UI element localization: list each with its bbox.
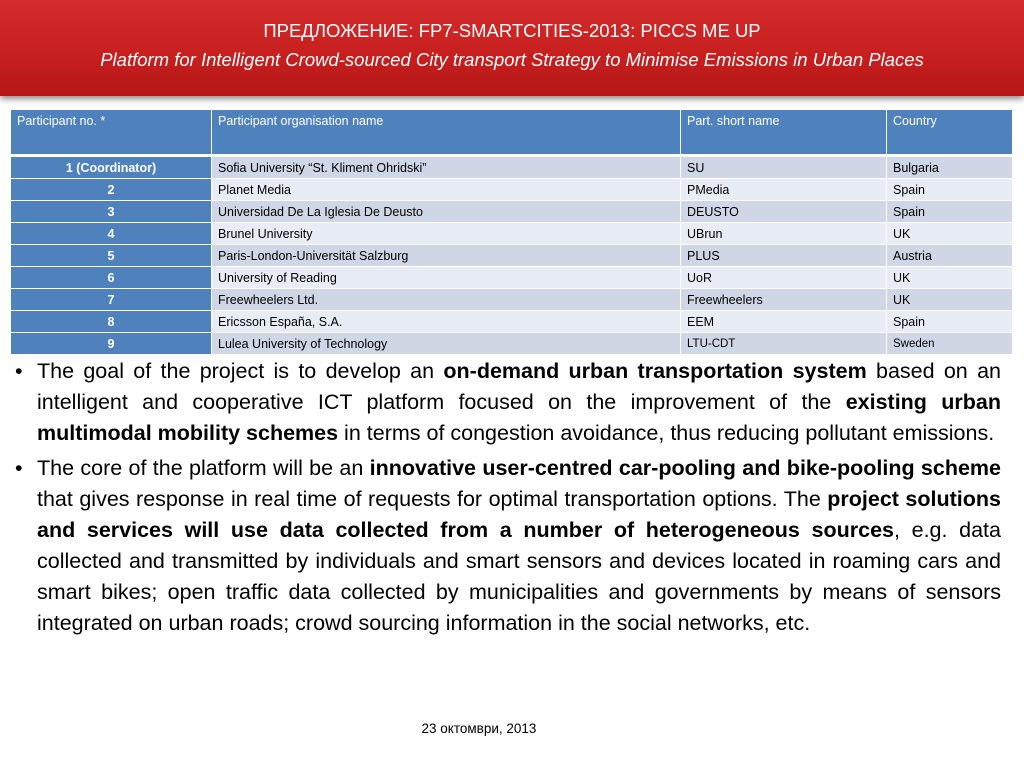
country-cell: Austria: [887, 245, 1013, 267]
organisation-name-cell: Brunel University: [212, 223, 681, 245]
participant-no-cell: 4: [11, 223, 212, 245]
table-row: [11, 311, 1013, 333]
organisation-name-cell: Planet Media: [212, 179, 681, 201]
organisation-name-cell: Paris-London-Universität Salzburg: [212, 245, 681, 267]
bullet-text-segment: The goal of the project is to develop an: [37, 359, 444, 383]
country-cell: Sweden: [887, 333, 1013, 355]
bullet-text-segment: that gives response in real time of requests for optimal transportation options. The: [37, 487, 828, 511]
country-cell: UK: [887, 289, 1013, 311]
organisation-name-cell: University of Reading: [212, 267, 681, 289]
organisation-name-cell: Universidad De La Iglesia De Deusto: [212, 201, 681, 223]
bullet-text-emphasis: innovative user-centred car-pooling and bike-pooling scheme: [369, 456, 1002, 480]
bullet-marker-icon: •: [15, 456, 23, 480]
table-row: [11, 245, 1013, 267]
table-row: [11, 179, 1013, 201]
bullet-marker-icon: •: [15, 359, 23, 383]
participant-no-cell: 6: [11, 267, 212, 289]
short-name-cell: DEUSTO: [681, 201, 887, 223]
bullet-text-emphasis: existing urban multimodal mobility schemes: [37, 390, 1001, 445]
participant-no-cell: 7: [11, 289, 212, 311]
col-header-organisation-name: Participant organisation name: [212, 110, 681, 156]
participant-no-cell: 8: [11, 311, 212, 333]
slide-date: 23 октомври, 2013: [421, 721, 537, 736]
bullet-text-emphasis: project solutions and services will use data collected from a number of heterogeneous sources: [37, 487, 1001, 542]
short-name-cell: PLUS: [681, 245, 887, 267]
short-name-cell: EEM: [681, 311, 887, 333]
col-header-participant-no: Participant no. *: [11, 110, 212, 156]
participants-table-wrapper: [10, 109, 1012, 355]
short-name-cell: PMedia: [681, 179, 887, 201]
col-header-country: Country: [887, 110, 1013, 156]
short-name-cell: LTU-CDT: [681, 333, 887, 355]
table-row: [11, 156, 1013, 179]
country-cell: Bulgaria: [887, 156, 1013, 179]
country-cell: Spain: [887, 311, 1013, 333]
participants-table: [10, 109, 1013, 355]
country-cell: UK: [887, 267, 1013, 289]
short-name-cell: UBrun: [681, 223, 887, 245]
bullet-text-segment: , e.g. data collected and transmitted by individuals and smart sensors and devices located in roaming cars and smart bikes; open traffic data collected by municipalities and governments by means of sensors integrated on urban roads; crowd sourcing information in the social networks, etc.: [37, 518, 1001, 635]
bullet-goal: [15, 356, 1001, 449]
participant-no-cell: 2: [11, 179, 212, 201]
short-name-cell: UoR: [681, 267, 887, 289]
bullet-text-emphasis: on-demand urban transportation system: [443, 359, 867, 383]
table-row: [11, 289, 1013, 311]
participant-no-cell: 5: [11, 245, 212, 267]
organisation-name-cell: Lulea University of Technology: [212, 333, 681, 355]
bullet-text-segment: The core of the platform will be an: [37, 456, 370, 480]
organisation-name-cell: Ericsson España, S.A.: [212, 311, 681, 333]
participant-no-cell: 1 (Coordinator): [11, 156, 212, 179]
short-name-cell: SU: [681, 156, 887, 179]
table-row: [11, 333, 1013, 355]
participant-no-cell: 3: [11, 201, 212, 223]
participant-no-cell: 9: [11, 333, 212, 355]
organisation-name-cell: Freewheelers Ltd.: [212, 289, 681, 311]
country-cell: UK: [887, 223, 1013, 245]
table-row: [11, 201, 1013, 223]
slide-title: ПРЕДЛОЖЕНИЕ: FP7-SMARTCITIES-2013: PICCS ME UP: [263, 20, 761, 41]
table-row: [11, 223, 1013, 245]
organisation-name-cell: Sofia University “St. Kliment Ohridski”: [212, 156, 681, 179]
country-cell: Spain: [887, 179, 1013, 201]
bullet-text-segment: based on an intelligent and cooperative ICT platform focused on the improvement of the: [37, 359, 1001, 414]
bullet-text-segment: in terms of congestion avoidance, thus reducing pollutant emissions.: [338, 421, 995, 445]
table-header-row: [11, 110, 1013, 156]
slide-subtitle: Platform for Intelligent Crowd-sourced City transport Strategy to Minimise Emissions in Urban Places: [100, 49, 924, 70]
bullet-core: [15, 453, 1001, 639]
country-cell: Spain: [887, 201, 1013, 223]
body-bullets: [15, 356, 1001, 643]
col-header-short-name: Part. short name: [681, 110, 887, 156]
title-banner: [0, 0, 1024, 96]
short-name-cell: Freewheelers: [681, 289, 887, 311]
table-row: [11, 267, 1013, 289]
